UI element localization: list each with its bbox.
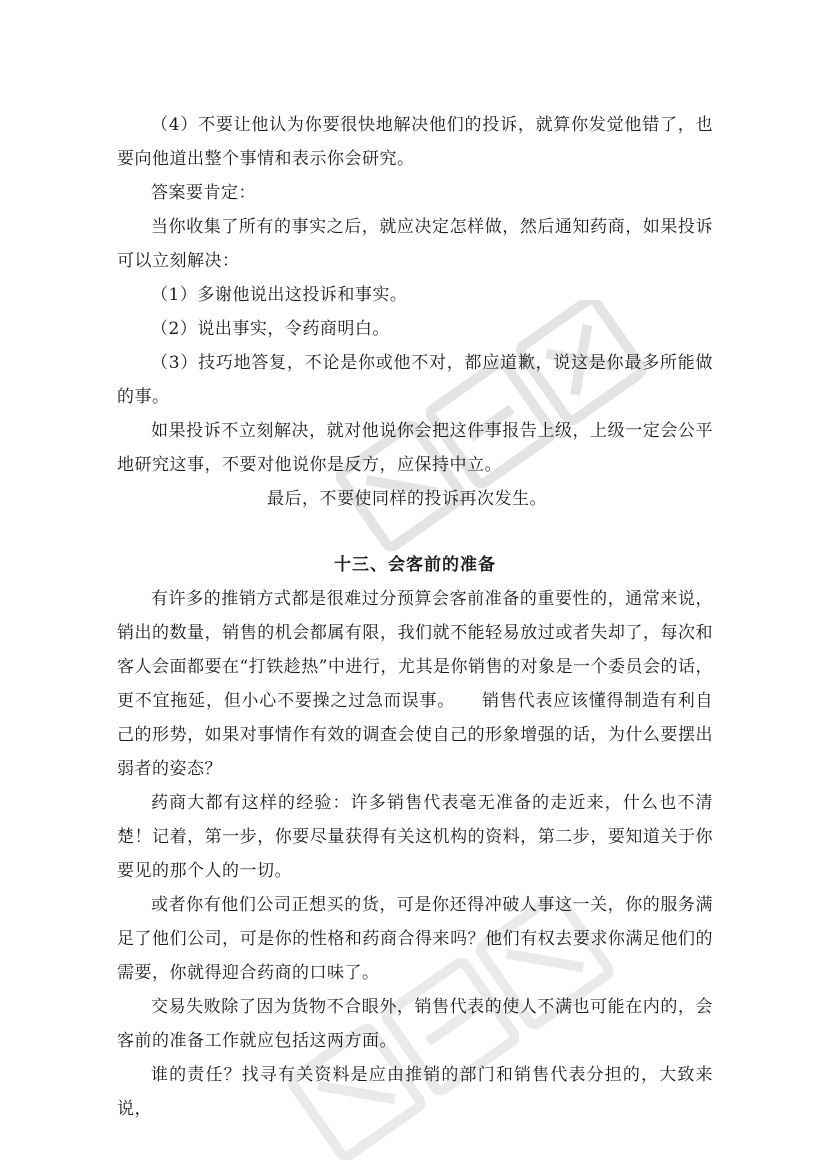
paragraph-answer-heading: 答案要肯定： — [151, 183, 256, 203]
document-body — [117, 108, 713, 1126]
paragraph-collect-facts: 当你收集了所有的事实之后，就应决定怎样做，然后通知药商，如果投诉可以立刻解决： — [117, 217, 713, 271]
paragraph-point-2: （2）说出事实，令药商明白。 — [151, 319, 390, 339]
paragraph-preparation-importance: 有许多的推销方式都是很难过分预算会客前准备的重要性的，通常来说，销出的数量，销售的机会都属有限，我们就不能轻易放过或者失却了，每次和客人会面都要在“打铁趁热”中进行，尤其是你销售的对象是一个委员会的话，更不宜拖延，但小心不要操之过急而误事。 销售代表应该懂得制造有利自己的形势，如果对事情作有效的调查会使自己的形象增强的话，为什么要摆出弱者的姿态？ — [117, 589, 713, 779]
paragraph-deal-failure: 交易失败除了因为货物不合眼外，销售代表的使人不满也可能在内的，会客前的准备工作就应包括这两方面。 — [117, 997, 713, 1051]
section-title: 十三、会客前的准备 — [334, 555, 496, 575]
paragraph-pharmacist-experience: 药商大都有这样的经验：许多销售代表毫无准备的走近来，什么也不清楚！记着，第一步，你要尽量获得有关这机构的资料，第二步，要知道关于你要见的那个人的一切。 — [117, 793, 713, 881]
paragraph-point-1: （1）多谢他说出这投诉和事实。 — [151, 285, 408, 305]
paragraph-not-resolved: 如果投诉不立刻解决，就对他说你会把这件事报告上级，上级一定会公平地研究这事，不要对他说你是反方，应保持中立。 — [117, 421, 713, 475]
paragraph-responsibility: 谁的责任？找寻有关资料是应由推销的部门和销售代表分担的，大致来说， — [117, 1065, 713, 1119]
paragraph-personnel-hurdle: 或者你有他们公司正想买的货，可是你还得冲破人事这一关，你的服务满足了他们公司，可是你的性格和药商合得来吗？他们有权去要求你满足他们的需要，你就得迎合药商的口味了。 — [117, 895, 713, 983]
paragraph-finally: 最后，不要使同样的投诉再次发生。 — [267, 489, 547, 509]
paragraph-point-4: （4）不要让他认为你要很快地解决他们的投诉，就算你发觉他错了，也要向他道出整个事情和表示你会研究。 — [117, 115, 713, 169]
paragraph-point-3: （3）技巧地答复，不论是你或他不对，都应道歉，说这是你最多所能做的事。 — [117, 353, 713, 407]
